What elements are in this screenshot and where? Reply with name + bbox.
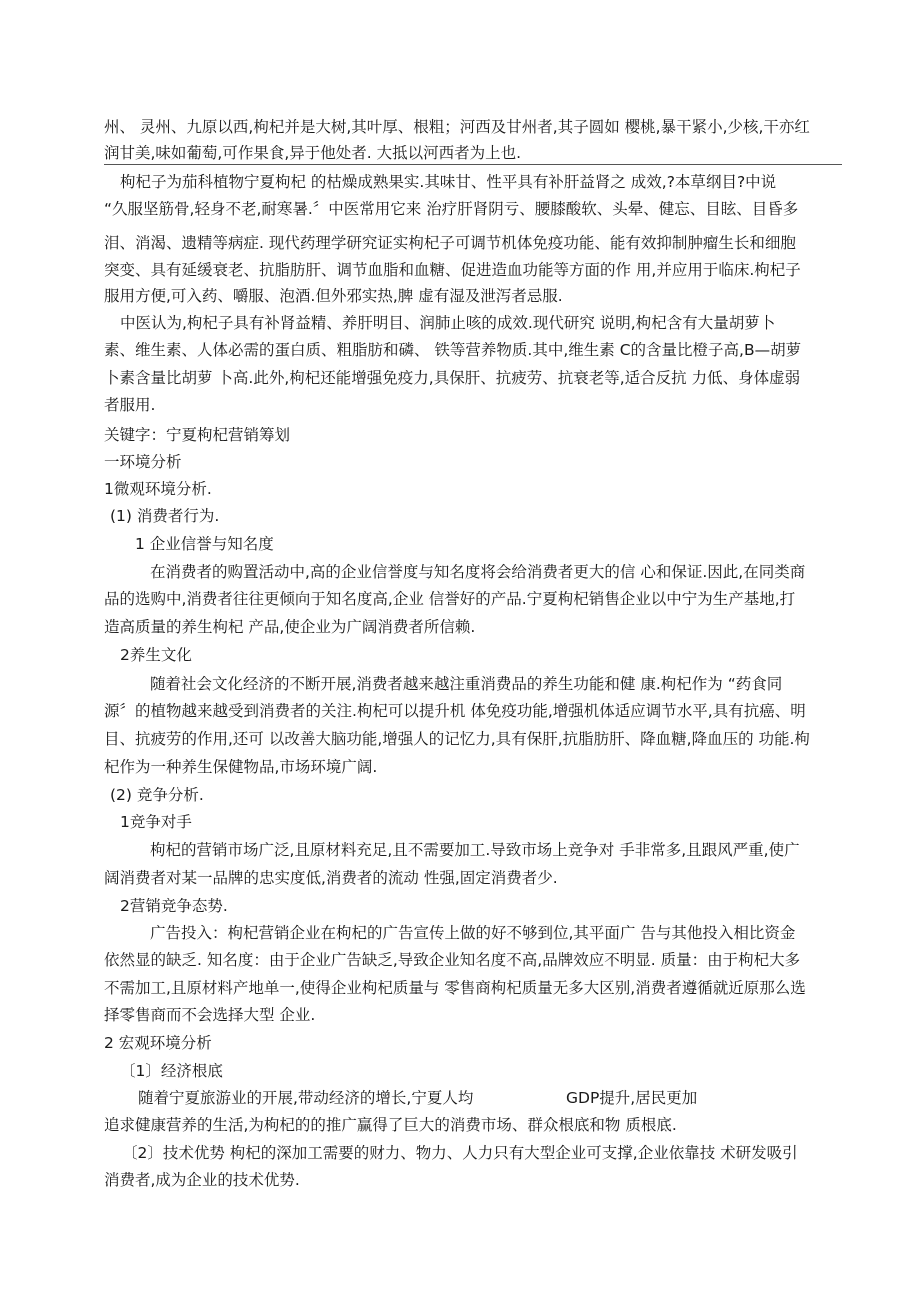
subsection-heading: (1) 消费者行为. — [110, 507, 220, 525]
section-heading: 一环境分析 — [104, 453, 182, 471]
text-line: 目、抗疲劳的作用,还可 以改善大脑功能,增强人的记忆力,具有保肝,抗脂肪肝、降血糖,降血压的 功能.枸 — [104, 730, 810, 748]
section-heading: 2 宏观环境分析 — [104, 1034, 212, 1052]
text-line: 杞作为一种养生保健物品,市场环境广阔. — [104, 758, 378, 776]
subsection-heading: 2营销竞争态势. — [120, 897, 228, 915]
subsection-heading: 2养生文化 — [120, 646, 192, 664]
text-line: 广告投入：枸杞营销企业在枸杞的广告宣传上做的好不够到位,其平面广 告与其他投入相比资金 — [150, 924, 796, 942]
text-line: 消费者,成为企业的技术优势. — [104, 1171, 300, 1189]
horizontal-rule — [104, 164, 842, 165]
text-line: GDP提升,居民更加 — [566, 1089, 698, 1107]
text-line: 泪、消渴、遗精等病症. 现代药理学研究证实枸杞子可调节机体免疫功能、能有效抑制肿瘤生长和细胞 — [104, 234, 796, 252]
keywords-line: 关键字：宁夏枸杞营销筹划 — [104, 426, 291, 444]
text-line: 素、维生素、人体必需的蛋白质、粗脂肪和磷、 铁等营养物质.其中,维生素 C的含量比橙子高,B—胡萝 — [104, 341, 802, 359]
text-line: 〔2〕技术优势 枸杞的深加工需要的财力、物力、人力只有大型企业可支撑,企业依靠技 术研发吸引 — [122, 1144, 798, 1162]
text-line: 中医认为,枸杞子具有补肾益精、养肝明目、润肺止咳的成效.现代研究 说明,枸杞含有大量胡萝卜 — [120, 314, 776, 332]
text-line: 造高质量的养生枸杞 产品,使企业为广阔消费者所信赖. — [104, 618, 476, 636]
text-line: 不需加工,且原材料产地单一,使得企业枸杞质量与 零售商枸杞质量无多大区别,消费者遵循就近原那么选 — [104, 979, 806, 997]
text-line: 源〞的植物越来越受到消费者的关注.枸杞可以提升机 体免疫功能,增强机体适应调节水平,具有抗癌、明 — [104, 702, 806, 720]
text-line: 在消费者的购置活动中,高的企业信誉度与知名度将会给消费者更大的信 心和保证.因此,在同类商 — [150, 563, 806, 581]
text-line: 润甘美,味如葡萄,可作果食,异于他处者. 大抵以河西者为上也. — [104, 144, 522, 162]
subsection-heading: (2) 竞争分析. — [110, 786, 204, 804]
text-line: 阔消费者对某一品牌的忠实度低,消费者的流动 性强,固定消费者少. — [104, 869, 558, 887]
text-line: 服用方便,可入药、嚼服、泡酒.但外邪实热,脾 虚有湿及泄泻者忌服. — [104, 287, 563, 305]
text-line: 随着社会文化经济的不断开展,消费者越来越注重消费品的养生功能和健 康.枸杞作为 “药食同 — [150, 675, 783, 693]
text-line: 择零售商而不会选择大型 企业. — [104, 1006, 316, 1024]
subsection-heading: 1 企业信誉与知名度 — [135, 535, 274, 553]
subsection-heading: 〔1〕经济根底 — [120, 1062, 223, 1080]
section-heading: 1微观环境分析. — [104, 480, 212, 498]
text-line: 州、 灵州、九原以西,枸杞并是大树,其叶厚、根粗；河西及甘州者,其子圆如 樱桃,暴干紧小,少核,干亦红 — [104, 118, 810, 136]
text-line: 者服用. — [104, 396, 156, 414]
text-line: 品的选购中,消费者往往更倾向于知名度高,企业 信誉好的产品.宁夏枸杞销售企业以中宁为生产基地,打 — [104, 590, 796, 608]
subsection-heading: 1竞争对手 — [120, 813, 192, 831]
text-line: “久服坚筋骨,轻身不老,耐寒暑.〞中医常用它来 治疗肝肾阴亏、腰膝酸软、头晕、健忘、目眩、目昏多 — [104, 200, 799, 218]
text-line: 卜素含量比胡萝 卜高.此外,枸杞还能增强免疫力,具保肝、抗疲劳、抗衰老等,适合反抗 力低、身体虚弱 — [104, 369, 801, 387]
text-line: 枸杞的营销市场广泛,且原材料充足,且不需要加工.导致市场上竞争对 手非常多,且跟风严重,使广 — [150, 841, 800, 859]
text-line: 枸杞子为茄科植物宁夏枸杞 的枯燥成熟果实.其味甘、性平具有补肝益肾之 成效,?本草纲目?中说 — [120, 173, 777, 191]
text-line: 依然显的缺乏. 知名度：由于企业广告缺乏,导致企业知名度不高,品牌效应不明显. 质量：由于枸杞大多 — [104, 951, 801, 969]
text-line: 突变、具有延缓衰老、抗脂肪肝、调节血脂和血糖、促进造血功能等方面的作 用,并应用于临床.枸杞子 — [104, 261, 801, 279]
text-line: 随着宁夏旅游业的开展,带动经济的增长,宁夏人均 — [138, 1089, 474, 1107]
text-line: 追求健康营养的生活,为枸杞的的推广赢得了巨大的消费市场、群众根底和物 质根底. — [104, 1116, 677, 1134]
